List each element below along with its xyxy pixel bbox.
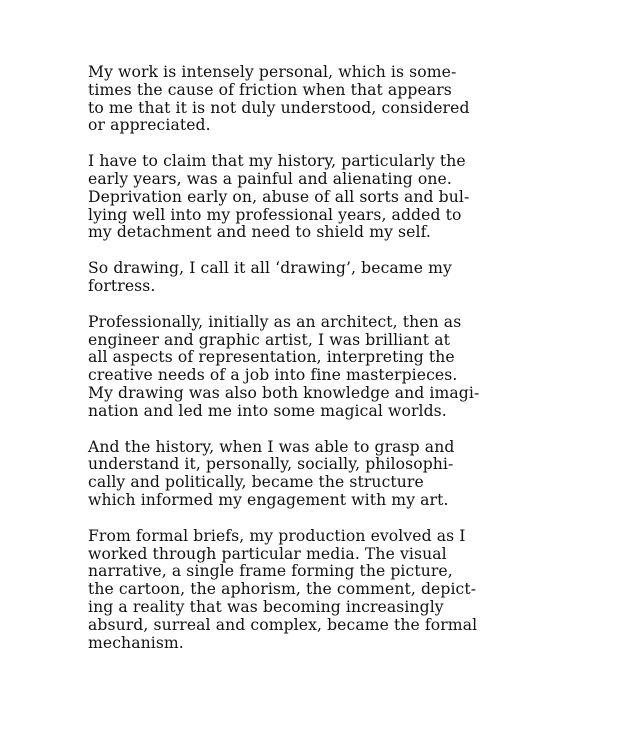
- paragraph-6: [88, 528, 548, 653]
- text-line: which informed my engagement with my art.: [88, 490, 449, 509]
- text-line: absurd, surreal and complex, became the formal: [88, 615, 478, 634]
- paragraph-1: [88, 64, 548, 135]
- text-line: Deprivation early on, abuse of all sorts and bul-: [88, 187, 470, 206]
- text-line: So drawing, I call it all ‘drawing’, became my: [88, 259, 452, 278]
- text-line: Professionally, initially as an architect, then as: [88, 312, 462, 331]
- text-line: times the cause of friction when that appears: [88, 80, 452, 99]
- text-line: From formal briefs, my production evolved as I: [88, 526, 466, 545]
- text-line: cally and politically, became the structure: [88, 473, 424, 492]
- text-line: And the history, when I was able to grasp and: [88, 437, 455, 456]
- body-text: [88, 64, 548, 670]
- text-line: My work is intensely personal, which is some-: [88, 63, 457, 81]
- text-line: ing a reality that was becoming increasingly: [88, 597, 444, 616]
- text-line: to me that it is not duly understood, considered: [88, 98, 470, 117]
- text-line: narrative, a single frame forming the picture,: [88, 562, 453, 581]
- text-line: worked through particular media. The visual: [88, 544, 447, 563]
- paragraph-4: [88, 314, 548, 421]
- text-line: or appreciated.: [88, 116, 211, 135]
- text-line: creative needs of a job into fine masterpieces.: [88, 366, 458, 385]
- paragraph-5: [88, 439, 548, 510]
- text-line: fortress.: [88, 276, 156, 295]
- paragraph-3: [88, 260, 548, 296]
- paragraph-2: [88, 153, 548, 242]
- text-line: all aspects of representation, interpreting the: [88, 348, 455, 367]
- text-line: the cartoon, the aphorism, the comment, depict-: [88, 580, 477, 599]
- text-line: early years, was a painful and alienating one.: [88, 169, 452, 188]
- text-line: I have to claim that my history, particularly the: [88, 152, 466, 171]
- text-line: nation and led me into some magical worlds.: [88, 401, 447, 420]
- text-line: my detachment and need to shield my self.: [88, 223, 431, 242]
- text-line: My drawing was also both knowledge and imagi-: [88, 383, 480, 402]
- text-line: mechanism.: [88, 633, 184, 652]
- text-line: engineer and graphic artist, I was brilliant at: [88, 330, 450, 349]
- text-line: understand it, personally, socially, philosophi-: [88, 455, 454, 474]
- text-line: lying well into my professional years, added to: [88, 205, 462, 224]
